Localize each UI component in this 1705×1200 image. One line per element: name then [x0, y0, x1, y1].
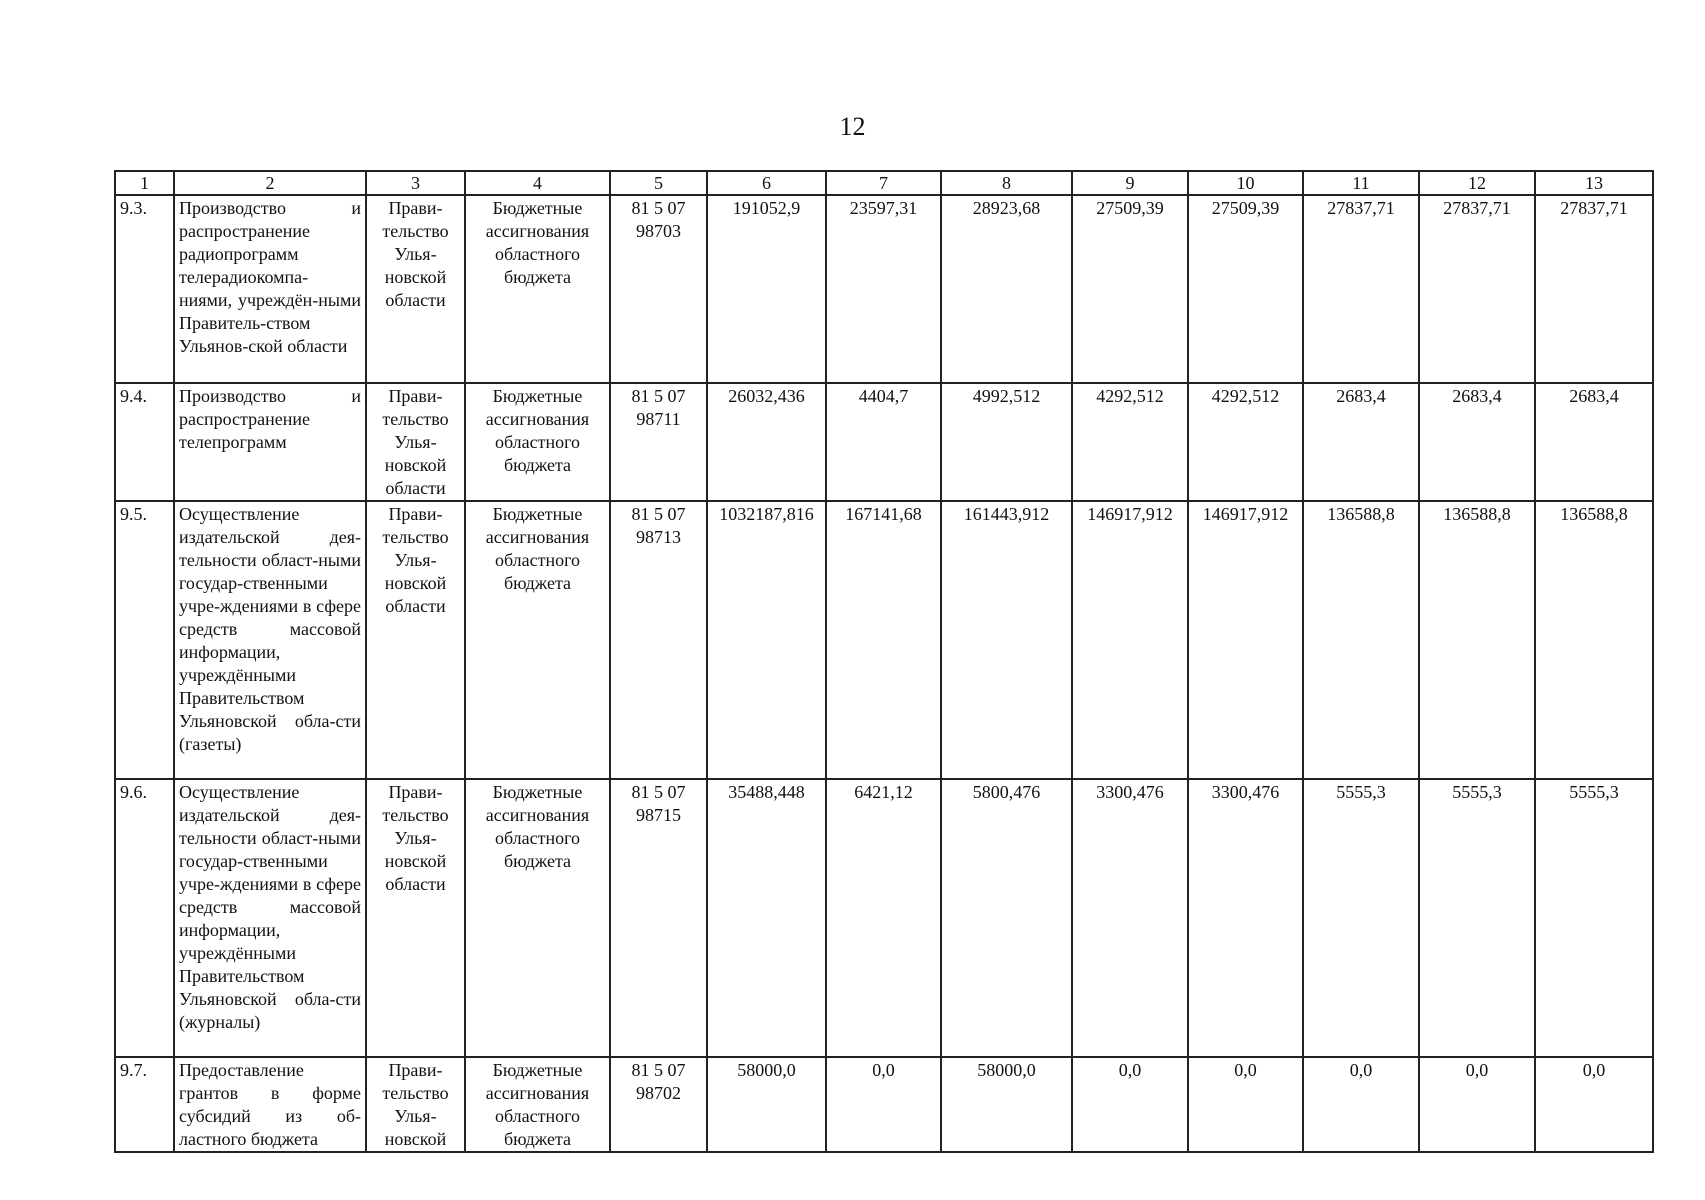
row-value: 5555,3: [1419, 779, 1535, 1057]
budget-table: [114, 170, 1654, 1153]
row-name: Производство и распространение телепрограмм: [174, 383, 366, 501]
column-header: 6: [707, 171, 826, 195]
row-value: 5555,3: [1303, 779, 1419, 1057]
row-value: 4992,512: [941, 383, 1072, 501]
column-header: 7: [826, 171, 941, 195]
row-value: 0,0: [1303, 1057, 1419, 1152]
row-value: 191052,9: [707, 195, 826, 383]
row-source: Бюджетные ассигнования областного бюджета: [485, 386, 590, 475]
row-value: 27509,39: [1188, 195, 1303, 383]
row-executor: Прави- тельство Улья- новской области: [382, 504, 449, 616]
row-name: Предоставление грантов в форме субсидий из об-ластного бюджета: [174, 1057, 366, 1152]
row-source: Бюджетные ассигнования областного бюджета: [485, 198, 590, 287]
row-value: 27837,71: [1535, 195, 1653, 383]
row-number: 9.7.: [115, 1057, 174, 1152]
row-number: 9.6.: [115, 779, 174, 1057]
row-value: 2683,4: [1535, 383, 1653, 501]
column-header: 9: [1072, 171, 1188, 195]
row-value: 167141,68: [826, 501, 941, 779]
row-name: Осуществление издательской дея-тельности област-ными государ-ственными учре-ждениями в сфере средств массовой информации, учреждёнными Правительством Ульяновской обла-сти (журналы): [174, 779, 366, 1057]
column-header: 13: [1535, 171, 1653, 195]
column-header: 1: [115, 171, 174, 195]
row-value: 35488,448: [707, 779, 826, 1057]
page-number: 12: [839, 112, 866, 141]
row-value: 58000,0: [941, 1057, 1072, 1152]
row-value: 136588,8: [1419, 501, 1535, 779]
column-header: 12: [1419, 171, 1535, 195]
row-value: 28923,68: [941, 195, 1072, 383]
row-number: 9.4.: [115, 383, 174, 501]
row-code: 81 5 07 98713: [631, 504, 686, 547]
column-header: 2: [174, 171, 366, 195]
row-value: 27509,39: [1072, 195, 1188, 383]
header-row: [115, 171, 1653, 195]
column-header: 5: [610, 171, 707, 195]
row-executor: Прави- тельство Улья- новской: [382, 1060, 449, 1149]
row-value: 2683,4: [1303, 383, 1419, 501]
row-executor: Прави- тельство Улья- новской области: [382, 386, 449, 498]
row-value: 26032,436: [707, 383, 826, 501]
row-executor: Прави- тельство Улья- новской области: [382, 782, 449, 894]
row-value: 0,0: [826, 1057, 941, 1152]
row-value: 2683,4: [1419, 383, 1535, 501]
row-value: 6421,12: [826, 779, 941, 1057]
row-value: 146917,912: [1188, 501, 1303, 779]
table-row: [115, 195, 1653, 383]
row-value: 27837,71: [1303, 195, 1419, 383]
row-value: 4404,7: [826, 383, 941, 501]
row-value: 3300,476: [1072, 779, 1188, 1057]
table-row: [115, 779, 1653, 1057]
table-row: [115, 1057, 1653, 1152]
row-number: 9.5.: [115, 501, 174, 779]
row-value: 1032187,816: [707, 501, 826, 779]
row-value: 0,0: [1188, 1057, 1303, 1152]
row-value: 4292,512: [1072, 383, 1188, 501]
column-header: 3: [366, 171, 465, 195]
row-value: 5800,476: [941, 779, 1072, 1057]
row-number: 9.3.: [115, 195, 174, 383]
row-source: Бюджетные ассигнования областного бюджета: [485, 504, 590, 593]
row-value: 58000,0: [707, 1057, 826, 1152]
row-value: 27837,71: [1419, 195, 1535, 383]
row-name: Осуществление издательской дея-тельности област-ными государ-ственными учре-ждениями в сфере средств массовой информации, учреждёнными Правительством Ульяновской обла-сти (газеты): [174, 501, 366, 779]
table-row: [115, 501, 1653, 779]
column-header: 11: [1303, 171, 1419, 195]
row-code: 81 5 07 98703: [631, 198, 686, 241]
column-header: 4: [465, 171, 610, 195]
table-row: [115, 383, 1653, 501]
row-value: 0,0: [1072, 1057, 1188, 1152]
column-header: 10: [1188, 171, 1303, 195]
row-value: 146917,912: [1072, 501, 1188, 779]
row-value: 23597,31: [826, 195, 941, 383]
row-code: 81 5 07 98715: [631, 782, 686, 825]
row-code: 81 5 07 98711: [631, 386, 686, 429]
row-name: Производство и распространение радиопрограмм телерадиокомпа-ниями, учреждён-ными Правитель-ством Ульянов-ской области: [174, 195, 366, 383]
row-executor: Прави- тельство Улья- новской области: [382, 198, 449, 310]
row-source: Бюджетные ассигнования областного бюджета: [485, 1060, 590, 1149]
row-value: 136588,8: [1303, 501, 1419, 779]
column-header: 8: [941, 171, 1072, 195]
row-value: 161443,912: [941, 501, 1072, 779]
row-value: 4292,512: [1188, 383, 1303, 501]
row-value: 0,0: [1419, 1057, 1535, 1152]
row-value: 0,0: [1535, 1057, 1653, 1152]
row-value: 3300,476: [1188, 779, 1303, 1057]
row-value: 5555,3: [1535, 779, 1653, 1057]
row-code: 81 5 07 98702: [631, 1060, 686, 1103]
row-source: Бюджетные ассигнования областного бюджета: [485, 782, 590, 871]
row-value: 136588,8: [1535, 501, 1653, 779]
